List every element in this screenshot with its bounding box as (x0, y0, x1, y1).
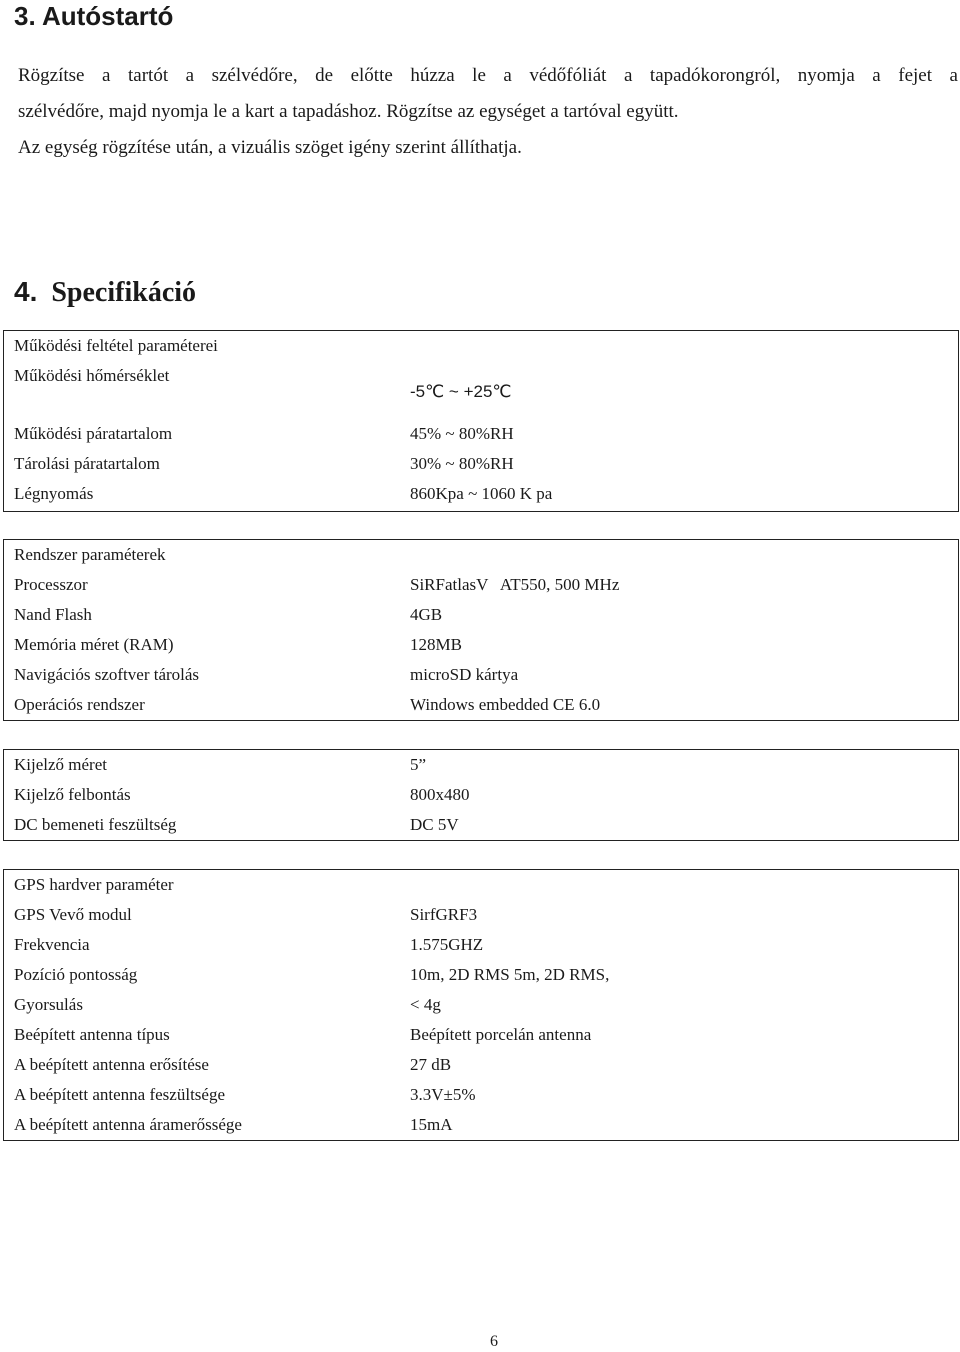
spec-value: DC 5V (410, 815, 459, 834)
spec-value: -5℃ ~ +25℃ (410, 382, 512, 401)
table-row (4, 900, 958, 930)
spec-value: 3.3V±5% (410, 1085, 476, 1104)
table-row (4, 690, 958, 720)
section-3-heading: 3. Autóstartó (14, 1, 174, 31)
table-row (4, 810, 958, 840)
spec-label: Navigációs szoftver tárolás (14, 665, 200, 684)
spec-value: 800x480 (410, 785, 470, 804)
system-parameters-table (3, 539, 959, 721)
table-row (4, 960, 958, 990)
table-row (4, 990, 958, 1020)
table-row (4, 331, 958, 361)
spec-value: 15mA (410, 1115, 453, 1134)
spec-value: 45% ~ 80%RH (410, 424, 514, 443)
spec-label: Kijelző méret (14, 755, 107, 774)
paragraph-line: szélvédőre, majd nyomja le a kart a tapadáshoz. Rögzítse az egységet a tartóval együtt. (18, 101, 679, 122)
spec-value: 128MB (410, 635, 462, 654)
table-row (4, 419, 958, 449)
spec-value: 5” (410, 755, 427, 774)
table-row (4, 1110, 958, 1140)
spec-value: SirfGRF3 (410, 905, 478, 924)
spec-value: 10m, 2D RMS 5m, 2D RMS, (410, 965, 610, 984)
spec-value: 860Kpa ~ 1060 K pa (410, 484, 553, 503)
spec-value: SiRFatlasV AT550, 500 MHz (410, 575, 620, 594)
spec-label: Gyorsulás (14, 995, 83, 1014)
spec-value: 30% ~ 80%RH (410, 454, 514, 473)
spec-label: Operációs rendszer (14, 695, 145, 714)
spec-value: 27 dB (410, 1055, 452, 1074)
table-row (4, 479, 958, 511)
spec-label: Pozíció pontosság (14, 965, 138, 984)
spec-value: 4GB (410, 605, 443, 624)
spec-value: Windows embedded CE 6.0 (410, 695, 601, 714)
spec-value: microSD kártya (410, 665, 519, 684)
installation-paragraph (18, 58, 958, 166)
spec-label: DC bemeneti feszültség (14, 815, 177, 834)
table-row (4, 750, 958, 780)
table-row (4, 600, 958, 630)
table-row (4, 1080, 958, 1110)
table-section-header: Rendszer paraméterek (14, 545, 166, 564)
section-number: 4. (14, 276, 38, 307)
spec-label: Kijelző felbontás (14, 785, 131, 804)
table-row (4, 870, 958, 900)
table-row (4, 449, 958, 479)
table-row (4, 1050, 958, 1080)
table-row (4, 660, 958, 690)
table-row (4, 540, 958, 570)
spec-label: Működési páratartalom (14, 424, 173, 443)
spec-label: Légnyomás (14, 484, 94, 503)
spec-value: < 4g (410, 995, 441, 1014)
section-4-heading (14, 272, 196, 313)
table-row (4, 570, 958, 600)
table-row (4, 630, 958, 660)
table-row (4, 1020, 958, 1050)
spec-label: Beépített antenna típus (14, 1025, 170, 1044)
spec-label: Frekvencia (14, 935, 90, 954)
spec-label: A beépített antenna áramerőssége (14, 1115, 242, 1134)
spec-label: Processzor (14, 575, 88, 594)
spec-label: Nand Flash (14, 605, 92, 624)
table-row (4, 930, 958, 960)
table-section-header: Működési feltétel paraméterei (14, 336, 218, 355)
spec-label: Memória méret (RAM) (14, 635, 174, 654)
paragraph-line: Az egység rögzítése után, a vizuális szöget igény szerint állíthatja. (18, 137, 522, 158)
operating-conditions-table (3, 330, 959, 512)
gps-parameters-table (3, 869, 959, 1141)
page-number: 6 (490, 1333, 498, 1350)
spec-value: 1.575GHZ (410, 935, 484, 954)
spec-label: Tárolási páratartalom (14, 454, 160, 473)
paragraph-line: Rögzítse a tartót a szélvédőre, de előtte húzza le a védőfóliát a tapadókorongról, nyomja a fejet a (18, 65, 958, 86)
table-section-header: GPS hardver paraméter (14, 875, 174, 894)
section-title: Specifikáció (51, 277, 197, 308)
display-parameters-table (3, 749, 959, 841)
table-row (4, 361, 958, 401)
spec-label: A beépített antenna erősítése (14, 1055, 209, 1074)
table-spacer (4, 391, 958, 419)
spec-label: A beépített antenna feszültsége (14, 1085, 225, 1104)
table-row (4, 780, 958, 810)
spec-value: Beépített porcelán antenna (410, 1025, 592, 1044)
spec-label: GPS Vevő modul (14, 905, 132, 924)
spec-label: Működési hőmérséklet (14, 366, 170, 385)
